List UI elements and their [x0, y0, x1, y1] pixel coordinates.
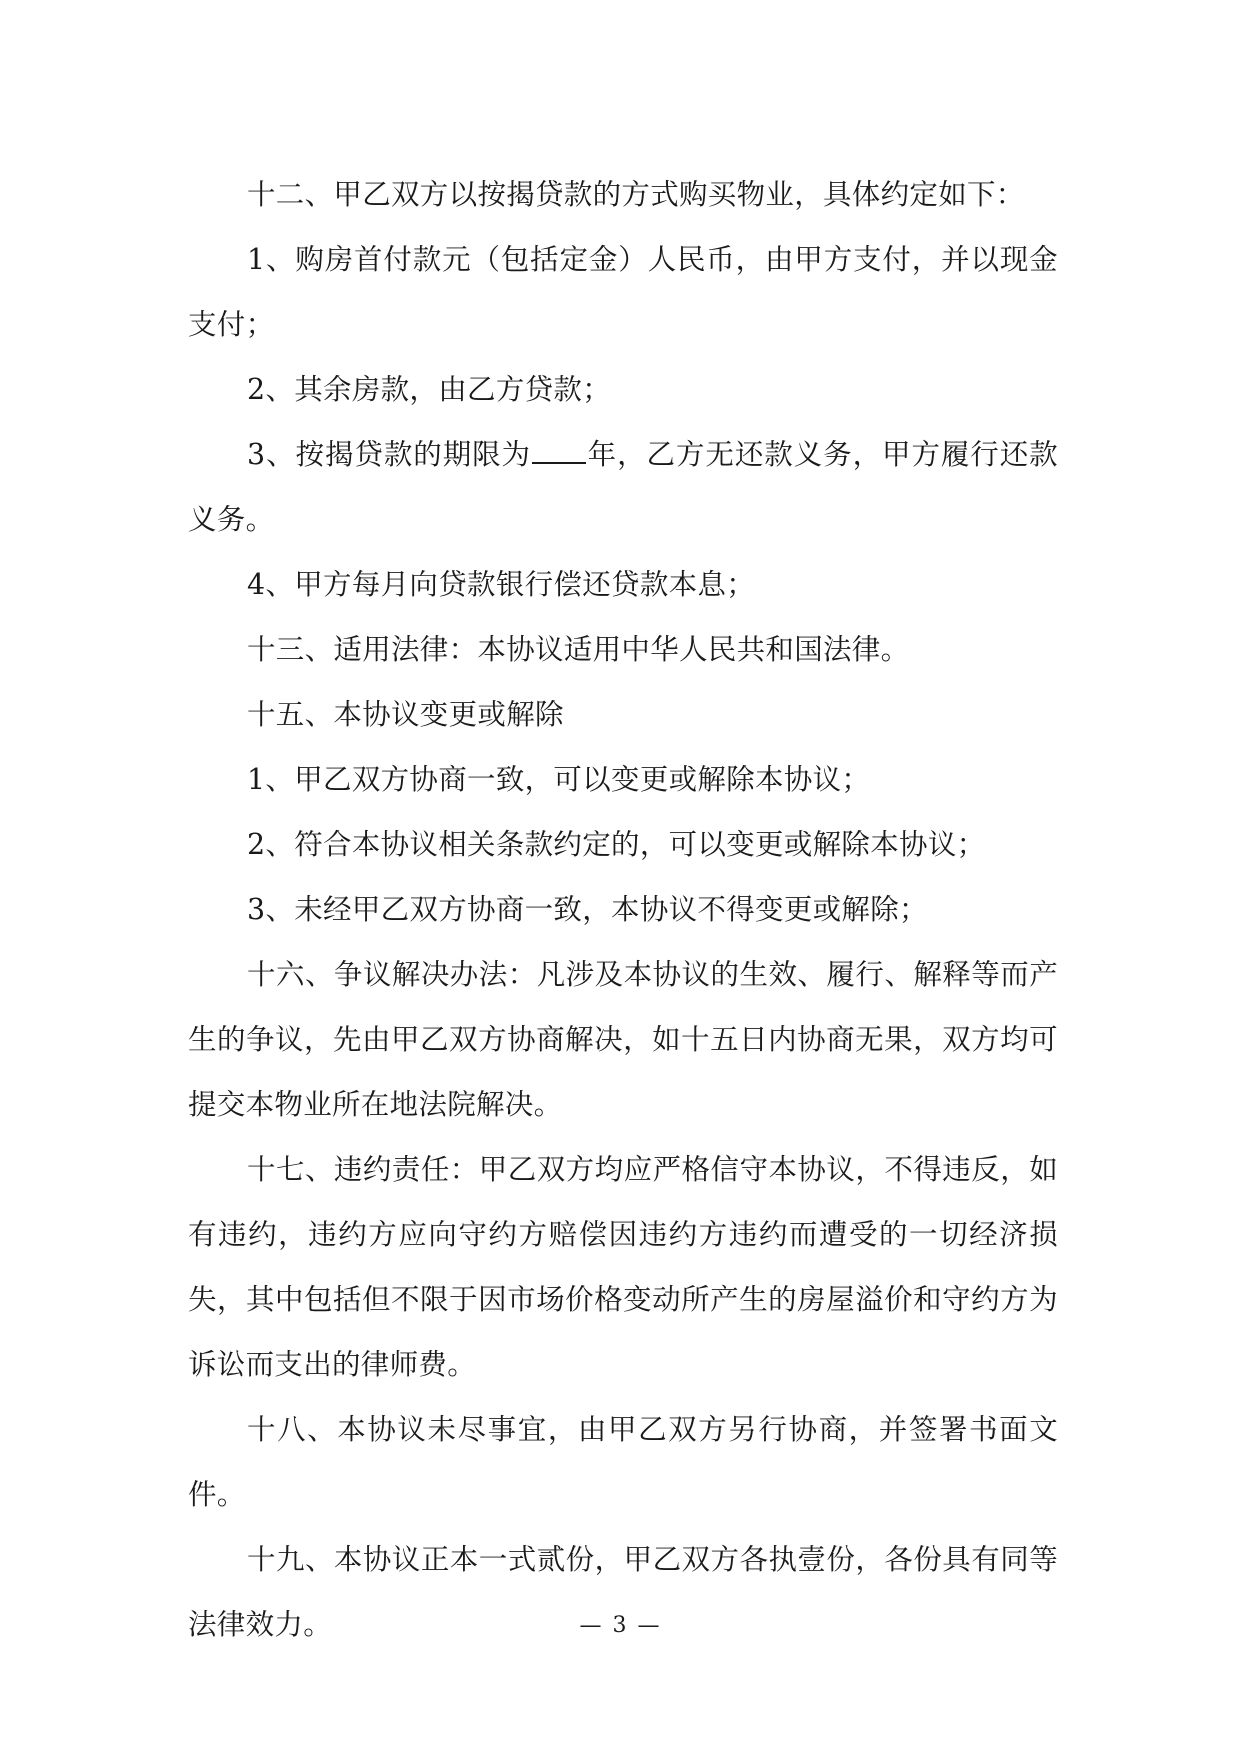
- clause-18: 十八、本协议未尽事宜，由甲乙双方另行协商，并签署书面文件。: [188, 1413, 1058, 1511]
- clause-15-item-2: 2、符合本协议相关条款约定的，可以变更或解除本协议；: [247, 828, 986, 861]
- clause-12-item-2: 2、其余房款，由乙方贷款；: [247, 373, 612, 406]
- clause-12: 十二、甲乙双方以按揭贷款的方式购买物业，具体约定如下：: [247, 178, 1025, 211]
- clause-12-item-3-before: 3、按揭贷款的期限为: [247, 438, 531, 471]
- document-body: [188, 162, 1058, 1657]
- clause-15: 十五、本协议变更或解除: [247, 698, 564, 731]
- clause-12-item-4: 4、甲方每月向贷款银行偿还贷款本息；: [247, 568, 756, 601]
- clause-13: 十三、适用法律：本协议适用中华人民共和国法律。: [247, 633, 910, 666]
- clause-12-item-3-after: 年，乙方无还款义务，甲方履行还款义务。: [188, 438, 1058, 536]
- clause-12-item-1: 1、购房首付款元（包括定金）人民币，由甲方支付，并以现金支付；: [188, 243, 1058, 341]
- clause-19: 十九、本协议正本一式贰份，甲乙双方各执壹份，各份具有同等法律效力。: [188, 1543, 1058, 1641]
- clause-15-item-1: 1、甲乙双方协商一致，可以变更或解除本协议；: [247, 763, 871, 796]
- blank-field: [532, 432, 586, 464]
- clause-12-item-3: [188, 422, 1058, 552]
- clause-15-item-3: 3、未经甲乙双方协商一致，本协议不得变更或解除；: [247, 893, 928, 926]
- clause-16: 十六、争议解决办法：凡涉及本协议的生效、履行、解释等而产生的争议，先由甲乙双方协商解决，如十五日内协商无果，双方均可提交本物业所在地法院解决。: [188, 958, 1058, 1121]
- clause-17: 十七、违约责任：甲乙双方均应严格信守本协议，不得违反，如有违约，违约方应向守约方赔偿因违约方违约而遭受的一切经济损失，其中包括但不限于因市场价格变动所产生的房屋溢价和守约方为诉讼而支出的律师费。: [188, 1153, 1058, 1381]
- page-number: — 3 —: [579, 1613, 662, 1638]
